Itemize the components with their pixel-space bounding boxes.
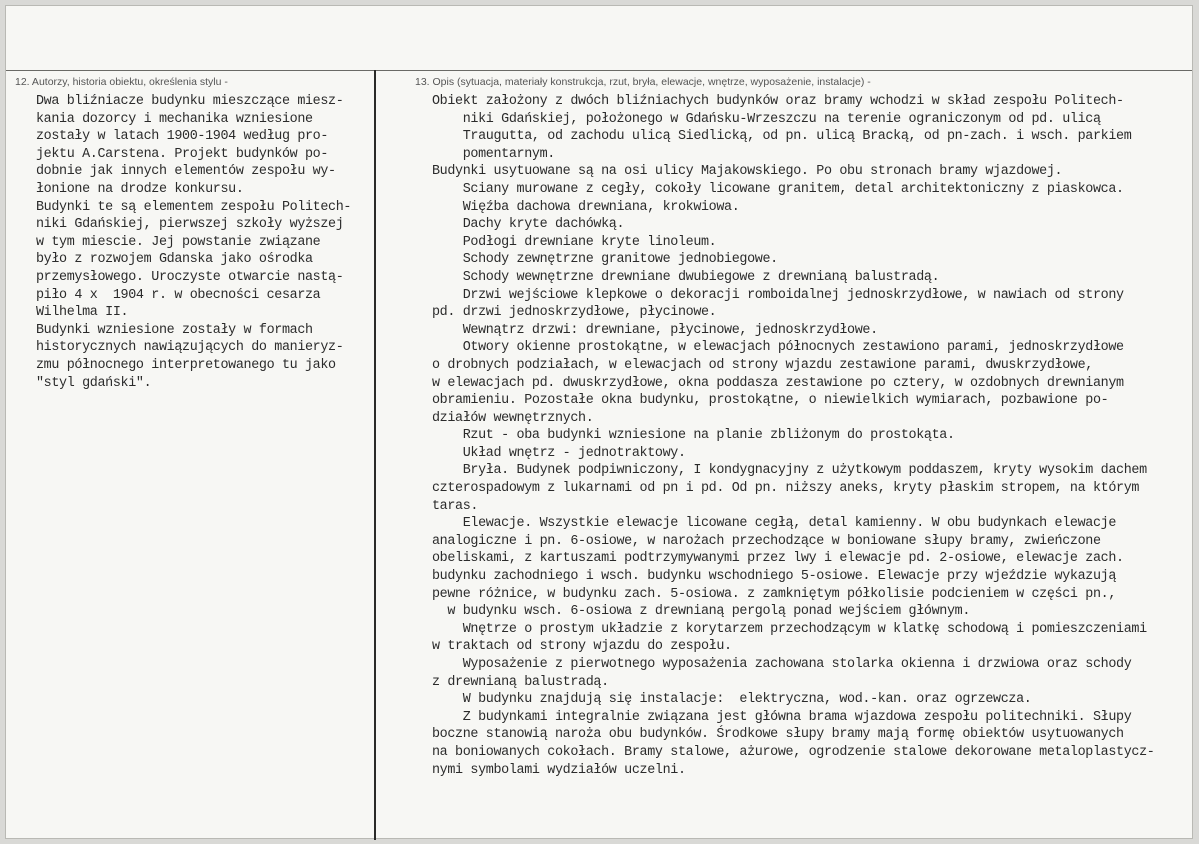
text-line: Rzut - oba budynki wzniesione na planie zbliżonym do prostokąta. <box>432 428 955 444</box>
text-line: taras. <box>432 498 479 514</box>
text-line: zmu północnego interpretowanego tu jako <box>36 357 336 373</box>
text-line: na boniowanych cokołach. Bramy stalowe, ażurowe, ogrodzenie stalowe dekorowane metaloplastycz- <box>432 744 1155 760</box>
text-line: Otwory okienne prostokątne, w elewacjach północnych zestawiono parami, jednoskrzydłowe <box>432 340 1124 356</box>
text-line: o drobnych podziałach, w elewacjach od strony wjazdu zestawione parami, dwuskrzydłowe, <box>432 357 1093 373</box>
text-line: pewne różnice, w budynku zach. 5-osiowa. z zamkniętym półkolisie podcieniem w części pn., <box>432 586 1117 602</box>
text-line: zostały w latach 1900-1904 według pro- <box>36 129 329 145</box>
text-line: Wilhelma II. <box>36 305 129 321</box>
text-line: Traugutta, od zachodu ulicą Siedlicką, od pn. ulicą Bracką, od pn-zach. i wsch. parkiem <box>432 129 1132 145</box>
text-line: Dwa bliźniacze budynku mieszczące miesz- <box>36 94 344 109</box>
text-line: Podłogi drewniane kryte linoleum. <box>432 234 717 250</box>
text-line: piło 4 x 1904 r. w obecności cesarza <box>36 287 321 303</box>
text-line: budynku zachodniego i wsch. budynku wschodniego 5-osiowe. Elewacje przy wjeździe wykazują <box>432 569 1117 585</box>
text-line: kania dozorcy i mechanika wzniesione <box>36 111 313 127</box>
text-line: przemysłowego. Uroczyste otwarcie nastą- <box>36 269 344 285</box>
text-line: pomentarnym. <box>432 146 555 162</box>
text-line: obeliskami, z kartuszami podtrzymywanymi przez lwy i elewacje pd. 2-osiowe, elewacje zach. <box>432 551 1124 567</box>
text-line: pd. drzwi jednoskrzydłowe, płycinowe. <box>432 305 717 321</box>
section-13-heading: 13. Opis (sytuacja, materiały konstrukcja, rzut, bryła, elewacje, wnętrze, wyposażenie, instalacje) - <box>415 76 871 88</box>
text-line: w traktach od strony wjazdu do zespołu. <box>432 639 732 655</box>
text-line: Bryła. Budynek podpiwniczony, I kondygnacyjny z użytkowym poddaszem, kryty wysokim dachem <box>432 463 1147 479</box>
text-line: Sciany murowane z cegły, cokoły licowane granitem, detal architektoniczny z piaskowca. <box>432 181 1124 197</box>
text-line: W budynku znajdują się instalacje: elektryczna, wod.-kan. oraz ogrzewcza. <box>432 692 1032 708</box>
text-line: Układ wnętrz - jednotraktowy. <box>432 445 686 461</box>
text-line: w budynku wsch. 6-osiowa z drewnianą pergolą ponad wejściem głównym. <box>432 604 970 620</box>
text-line: "styl gdański". <box>36 375 152 391</box>
text-line: z drewnianą balustradą. <box>432 674 609 690</box>
text-line: niki Gdańskiej, położonego w Gdańsku-Wrzeszczu na terenie ograniczonym od pd. ulicą <box>432 111 1101 127</box>
text-line: Wnętrze o prostym układzie z korytarzem przechodzącym w klatkę schodową i pomieszczeniami <box>432 621 1147 637</box>
text-line: działów wewnętrznych. <box>432 410 594 426</box>
section-header-row <box>6 70 1192 91</box>
text-line: Z budynkami integralnie związana jest główna brama wjazdowa zespołu politechniki. Słupy <box>432 709 1132 725</box>
text-line: boczne stanowią naroża obu budynków. Środkowe słupy bramy mają formę obiektów usytuowanych <box>432 727 1124 743</box>
text-line: w elewacjach pd. dwuskrzydłowe, okna poddasza zestawione po cztery, w ozdobnych drewnianym <box>432 375 1124 391</box>
text-line: historycznych nawiązujących do manieryz- <box>36 340 344 356</box>
text-line: Wewnątrz drzwi: drewniane, płycinowe, jednoskrzydłowe. <box>432 322 878 338</box>
section-12-heading: 12. Autorzy, historia obiektu, określenia stylu - <box>15 76 228 88</box>
text-line: łonione na drodze konkursu. <box>36 181 244 197</box>
description-text <box>432 93 1154 779</box>
text-line: analogiczne i pn. 6-osiowe, w narożach przechodzące w boniowane słupy bramy, zwieńczone <box>432 533 1101 549</box>
text-line: Wyposażenie z pierwotnego wyposażenia zachowana stolarka okienna i drzwiowa oraz schody <box>432 657 1132 672</box>
authors-history-text <box>36 93 351 392</box>
text-line: było z rozwojem Gdanska jako ośrodka <box>36 252 313 268</box>
text-line: nymi symbolami wydziałów uczelni. <box>432 762 686 778</box>
text-line: dobnie jak innych elementów zespołu wy- <box>36 164 336 180</box>
document-card <box>5 5 1193 839</box>
column-divider <box>374 70 376 840</box>
text-line: Budynki wzniesione zostały w formach <box>36 322 313 338</box>
text-line: czterospadowym z lukarnami od pn i pd. Od pn. niższy aneks, kryty płaskim stropem, na którym <box>432 481 1140 497</box>
text-line: Obiekt założony z dwóch bliźniachych budynków oraz bramy wchodzi w skład zespołu Politech- <box>432 94 1124 109</box>
text-line: jektu A.Carstena. Projekt budynków po- <box>36 146 329 162</box>
text-line: obramieniu. Pozostałe okna budynku, prostokątne, o niewielkich wymiarach, pozbawione po- <box>432 393 1109 409</box>
text-line: Budynki usytuowane są na osi ulicy Majakowskiego. Po obu stronach bramy wjazdowej. <box>432 164 1063 180</box>
text-line: Elewacje. Wszystkie elewacje licowane cegłą, detal kamienny. W obu budynkach elewacje <box>432 516 1117 532</box>
text-line: niki Gdańskiej, pierwszej szkoły wyższej <box>36 217 344 233</box>
text-line: Budynki te są elementem zespołu Politech- <box>36 199 352 215</box>
text-line: Więźba dachowa drewniana, krokwiowa. <box>432 199 740 215</box>
text-line: w tym miescie. Jej powstanie związane <box>36 234 321 250</box>
text-line: Schody wewnętrzne drewniane dwubiegowe z drewnianą balustradą. <box>432 269 940 285</box>
text-line: Dachy kryte dachówką. <box>432 217 625 233</box>
text-line: Drzwi wejściowe klepkowe o dekoracji romboidalnej jednoskrzydłowe, w nawiach od strony <box>432 287 1124 303</box>
text-line: Schody zewnętrzne granitowe jednobiegowe. <box>432 252 778 268</box>
